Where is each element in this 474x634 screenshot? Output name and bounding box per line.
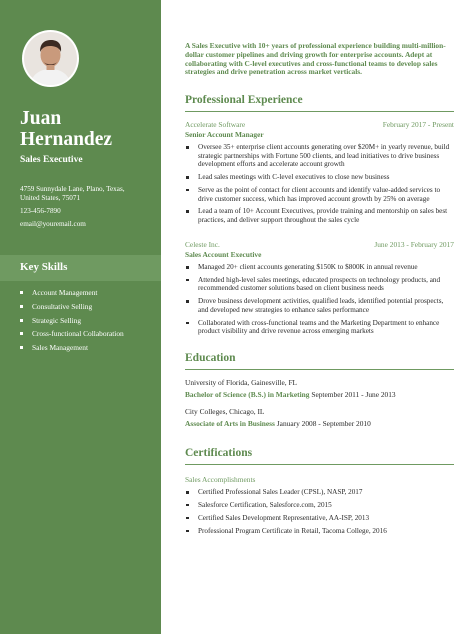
degree: Associate of Arts in Business [185, 419, 275, 428]
email: email@youremail.com [20, 220, 86, 228]
last-name: Hernandez [20, 129, 113, 150]
contact-info [20, 185, 145, 233]
company-name: Celeste Inc. [185, 240, 220, 249]
job-dates: February 2017 - Present [382, 120, 454, 129]
bullet-item: Lead a team of 10+ Account Executives, provide training and mentorship on sales best practices, and deliver support throughout the sales cycle [185, 207, 455, 224]
skills-list [18, 288, 124, 357]
certifications-divider [185, 464, 454, 465]
job-bullets [185, 143, 455, 229]
certification-item: Salesforce Certification, Salesforce.com, 2015 [185, 501, 455, 510]
experience-heading: Professional Experience [185, 94, 303, 106]
bullet-item: Oversee 35+ enterprise client accounts generating over $20M+ in yearly revenue, build strategic partnerships with Fortune 500 clients, and lead initiatives to drive business development efforts and accelerate account growth [185, 143, 455, 169]
certifications-heading: Certifications [185, 447, 253, 459]
job-meta [185, 120, 454, 129]
school-name: University of Florida, Gainesville, FL [185, 378, 298, 387]
bullet-item: Serve as the point of contact for client accounts and identify value-added services to drive customer success, which has improved account growth by 25% on average [185, 186, 455, 203]
degree-dates: September 2011 - June 2013 [311, 390, 396, 399]
certifications-list [185, 488, 455, 540]
skill-item: Account Management [18, 288, 124, 302]
avatar [22, 30, 79, 87]
bullet-item: Collaborated with cross-functional teams and the Marketing Department to enhance product visibility and drive revenue across emerging markets [185, 319, 455, 336]
company-name: Accelerate Software [185, 120, 246, 129]
sidebar [0, 0, 161, 634]
certification-item: Certified Sales Development Representative, AA-ISP, 2013 [185, 514, 455, 523]
job-meta [185, 240, 454, 249]
degree-line [185, 419, 371, 428]
address: 4759 Sunnydale Lane, Plano, Texas, United States, 75071 [20, 185, 125, 202]
summary: A Sales Executive with 10+ years of professional experience building multi-million-dollar customer pipelines and driving growth for enterprise accounts. Adept at collaborating with C-level executives and cross-functional teams to develop sales strategies and drive penetration across market verticals. [185, 41, 446, 77]
certification-item: Professional Program Certificate in Retail, Tacoma College, 2016 [185, 527, 455, 536]
school-name: City Colleges, Chicago, IL [185, 407, 265, 416]
profile-photo [24, 32, 77, 85]
degree-dates: January 2008 - September 2010 [276, 419, 371, 428]
experience-divider [185, 111, 454, 112]
bullet-item: Attended high-level sales meetings, educated prospects on technology products, and recommended customer solutions based on client business needs [185, 276, 455, 293]
job-bullets [185, 263, 455, 340]
bullet-item: Lead sales meetings with C-level executives to close new business [185, 173, 455, 182]
certification-item: Certified Professional Sales Leader (CPSL), NASP, 2017 [185, 488, 455, 497]
first-name: Juan [20, 108, 62, 129]
candidate-name [20, 108, 112, 150]
skill-item: Cross-functional Collaboration [18, 329, 124, 343]
certifications-subheading: Sales Accomplishments [185, 475, 256, 484]
education-divider [185, 369, 454, 370]
phone: 123-456-7890 [20, 207, 61, 215]
skill-item: Strategic Selling [18, 316, 124, 330]
job-role: Sales Account Executive [185, 250, 262, 259]
degree: Bachelor of Science (B.S.) in Marketing [185, 390, 310, 399]
job-dates: June 2013 - February 2017 [374, 240, 454, 249]
skill-item: Sales Management [18, 343, 124, 357]
bullet-item: Managed 20+ client accounts generating $150K to $800K in annual revenue [185, 263, 455, 272]
job-title: Sales Executive [20, 155, 83, 165]
skills-heading: Key Skills [20, 261, 68, 273]
skill-item: Consultative Selling [18, 302, 124, 316]
degree-line [185, 390, 396, 399]
bullet-item: Drove business development activities, qualified leads, identified potential prospects, and developed new strategies to enhance sales performance [185, 297, 455, 314]
education-heading: Education [185, 352, 236, 364]
job-role: Senior Account Manager [185, 130, 264, 139]
